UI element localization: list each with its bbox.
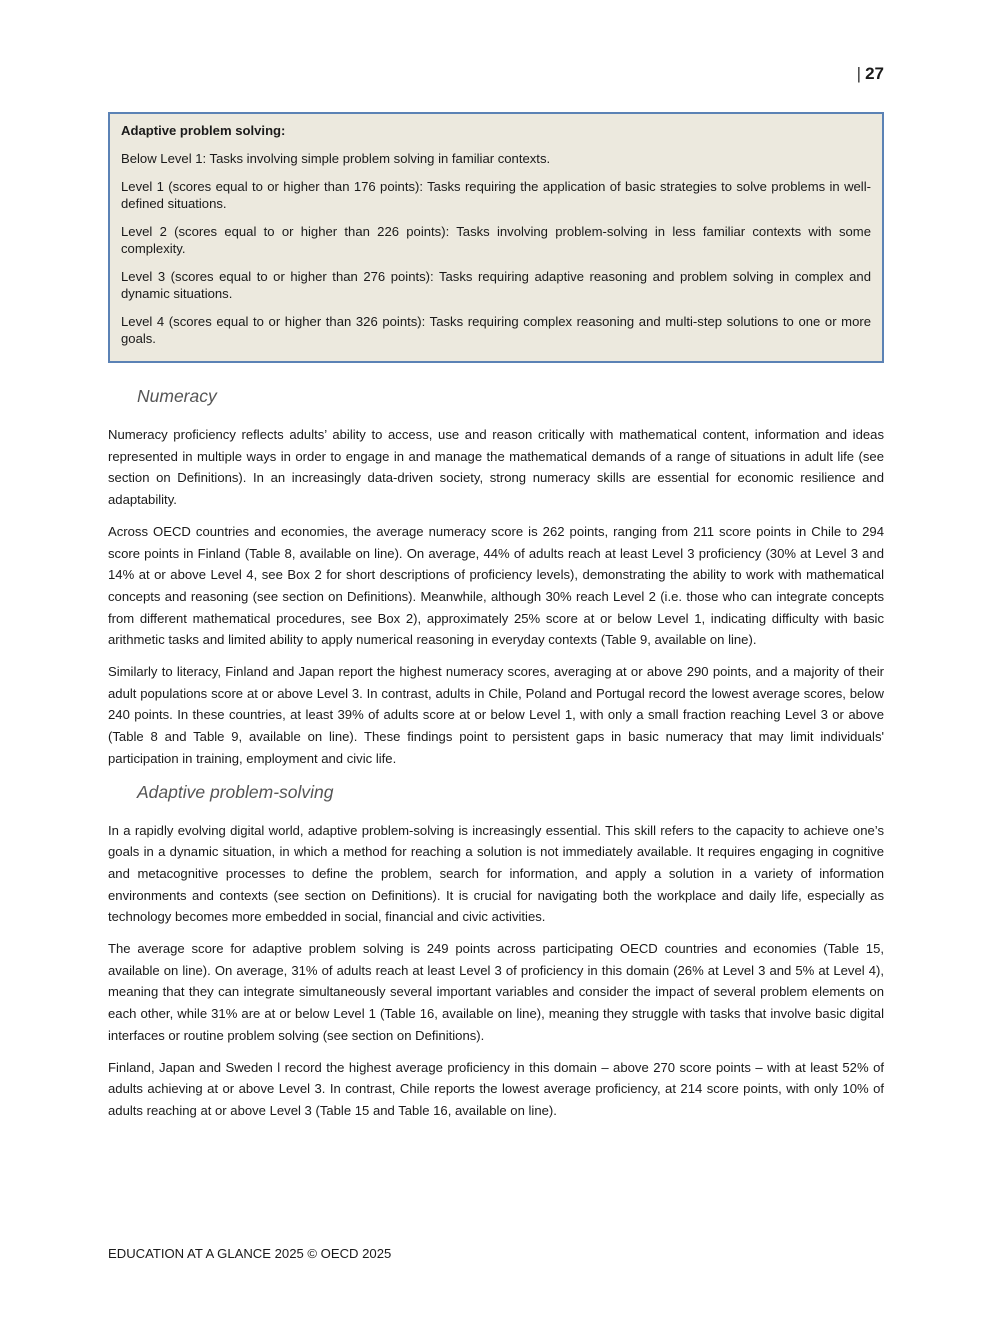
body-paragraph: In a rapidly evolving digital world, adaptive problem-solving is increasingly essential. This skill refers to the capacity to achieve one’s goals in a dynamic situation, in which a method for reaching a solution is not immediately available. It requires engaging in cognitive and metacognitive processes to define the problem, search for information, and apply a solution in a variety of information environments and contexts (see section on Definitions). It is crucial for navigating both the workplace and daily life, especially as technology becomes more embedded in social, financial and civic activities. [108, 822, 884, 925]
page-number [857, 64, 884, 84]
body-paragraph: Similarly to literacy, Finland and Japan report the highest numeracy scores, averaging at or above 290 points, and a majority of their adult populations score at or above Level 3. In contrast, adults in Chile, Poland and Portugal record the lowest average scores, below 240 points. In these countries, at least 39% of adults score at or below Level 1, with only a small fraction reaching Level 3 or above (Table 8 and Table 9, available on line). These findings point to persistent gaps in basic numeracy that may limit individuals' participation in training, employment and civic life. [108, 664, 884, 766]
box-title: Adaptive problem solving: [121, 123, 286, 138]
main-content [108, 384, 884, 1132]
box-level-item: Level 4 (scores equal to or higher than 326 points): Tasks requiring complex reasoning and multi-step solutions to one or more goals. [121, 314, 871, 346]
box-level-item: Level 2 (scores equal to or higher than 226 points): Tasks involving problem-solving in less familiar contexts with some complexity. [121, 224, 871, 256]
page-number-value: 27 [865, 64, 884, 83]
proficiency-levels-box [108, 112, 884, 363]
box-level-item: Level 3 (scores equal to or higher than 276 points): Tasks requiring adaptive reasoning and problem solving in complex and dynamic situations. [121, 269, 871, 301]
body-paragraph: Across OECD countries and economies, the average numeracy score is 262 points, ranging from 211 score points in Chile to 294 score points in Finland (Table 8, available on line). On average, 44% of adults reach at least Level 3 proficiency (30% at Level 3 and 14% at or above Level 4, see Box 2 for short descriptions of proficiency levels), demonstrating the ability to work with mathematical concepts and reasoning (see section on Definitions). Meanwhile, although 30% reach Level 2 (i.e. those who can integrate concepts from different mathematical procedures, see Box 2), approximately 25% score at or below Level 1, indicating difficulty with basic arithmetic tasks and limited ability to apply numerical reasoning in everyday contexts (Table 9, available on line). [108, 523, 884, 648]
page-number-separator: | [856, 64, 862, 83]
box-level-item: Level 1 (scores equal to or higher than 176 points): Tasks requiring the application of basic strategies to solve problems in well-defined situations. [121, 179, 871, 211]
body-paragraph: The average score for adaptive problem solving is 249 points across participating OECD countries and economies (Table 15, available on line). On average, 31% of adults reach at least Level 3 of proficiency in this domain (26% at Level 3 and 5% at Level 4), meaning that they can integrate simultaneously several important variables and consider the impact of several problem elements on each other, while 31% are at or below Level 1 (Table 16, available on line), meaning they struggle with tasks that involve basic digital interfaces or routine problem solving (see section on Definitions). [108, 941, 884, 1043]
page-footer: EDUCATION AT A GLANCE 2025 © OECD 2025 [108, 1246, 392, 1261]
body-paragraph: Finland, Japan and Sweden l record the highest average proficiency in this domain – above 270 score points – with at least 52% of adults achieving at or above Level 3. In contrast, Chile reports the lowest average proficiency, at 214 score points, with only 10% of adults reaching at or above Level 3 (Table 15 and Table 16, available on line). [108, 1059, 884, 1118]
section-heading-adaptive-problem-solving: Adaptive problem-solving [137, 781, 334, 802]
box-level-item: Below Level 1: Tasks involving simple problem solving in familiar contexts. [121, 151, 551, 166]
body-paragraph: Numeracy proficiency reflects adults’ ability to access, use and reason critically with mathematical content, information and ideas represented in multiple ways in order to engage in and manage the mathematical demands of a range of situations in adult life (see section on Definitions). In an increasingly data-driven society, strong numeracy skills are essential for economic resilience and adaptability. [108, 427, 884, 508]
section-heading-numeracy: Numeracy [137, 386, 217, 406]
